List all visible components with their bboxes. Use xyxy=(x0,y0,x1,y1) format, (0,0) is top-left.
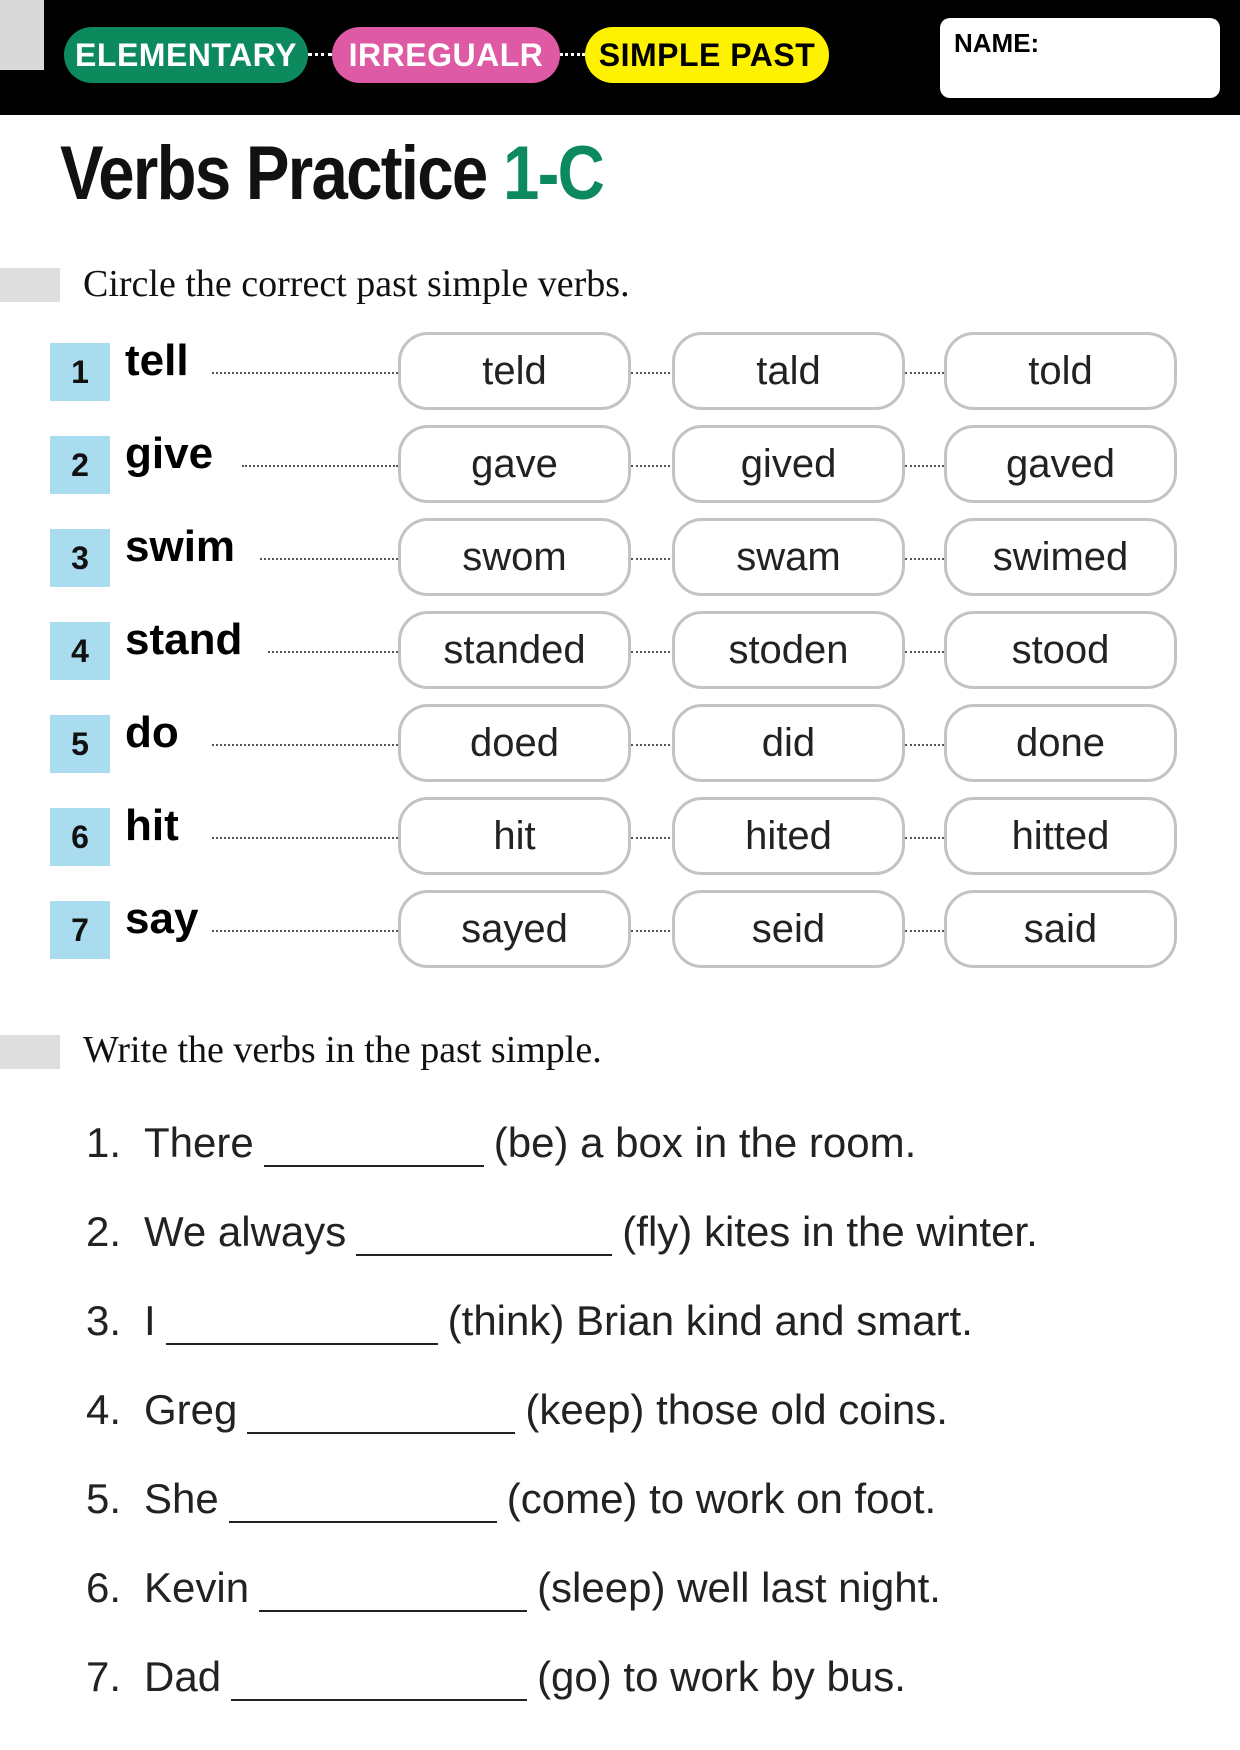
section-marker xyxy=(0,268,60,302)
verb-row xyxy=(0,795,1240,875)
answer-blank[interactable] xyxy=(231,1657,527,1701)
dotted-leader xyxy=(260,558,398,560)
page-title xyxy=(60,130,603,217)
row-number: 1 xyxy=(50,343,110,401)
option-3[interactable]: stood xyxy=(944,611,1177,689)
sentence-number: 6. xyxy=(86,1564,122,1611)
sentence-number: 2. xyxy=(86,1208,122,1255)
option-1[interactable]: sayed xyxy=(398,890,631,968)
option-1[interactable]: gave xyxy=(398,425,631,503)
tag-connector xyxy=(560,53,585,56)
option-2[interactable]: gived xyxy=(672,425,905,503)
sentence-end: (sleep) well last night. xyxy=(537,1564,941,1611)
sentence xyxy=(86,1552,941,1612)
sentence-number: 4. xyxy=(86,1386,122,1433)
dotted-connector xyxy=(905,930,948,932)
header-bar xyxy=(0,0,1240,115)
dotted-connector xyxy=(905,744,948,746)
sentence xyxy=(86,1107,916,1167)
sentence-start: She xyxy=(144,1475,219,1522)
answer-blank[interactable] xyxy=(166,1301,438,1345)
answer-blank[interactable] xyxy=(247,1390,515,1434)
option-1[interactable]: standed xyxy=(398,611,631,689)
option-2[interactable]: did xyxy=(672,704,905,782)
section2-instruction: Write the verbs in the past simple. xyxy=(83,1029,602,1071)
dotted-connector xyxy=(905,837,948,839)
option-1[interactable]: teld xyxy=(398,332,631,410)
dotted-connector xyxy=(631,930,674,932)
title-main: Verbs Practice xyxy=(60,131,487,216)
name-field[interactable] xyxy=(940,18,1220,98)
option-1[interactable]: swom xyxy=(398,518,631,596)
verb-row xyxy=(0,702,1240,782)
level-tag: ELEMENTARY xyxy=(64,27,308,83)
sentence-end: (come) to work on foot. xyxy=(506,1475,937,1522)
sentence-start: Kevin xyxy=(144,1564,250,1611)
dotted-connector xyxy=(905,651,948,653)
sentence xyxy=(86,1463,936,1523)
option-2[interactable]: swam xyxy=(672,518,905,596)
dotted-leader xyxy=(268,651,398,653)
base-verb: do xyxy=(125,708,179,757)
option-2[interactable]: seid xyxy=(672,890,905,968)
sentence-end: (think) Brian kind and smart. xyxy=(447,1297,973,1344)
verb-row xyxy=(0,330,1240,410)
option-3[interactable]: told xyxy=(944,332,1177,410)
option-1[interactable]: doed xyxy=(398,704,631,782)
option-1[interactable]: hit xyxy=(398,797,631,875)
section-marker xyxy=(0,1035,60,1069)
base-verb: hit xyxy=(125,801,179,850)
sentence-start: I xyxy=(144,1297,156,1344)
sentence xyxy=(86,1641,906,1701)
sentence-number: 7. xyxy=(86,1653,122,1700)
dotted-connector xyxy=(631,372,674,374)
verb-row xyxy=(0,516,1240,596)
option-3[interactable]: swimed xyxy=(944,518,1177,596)
verb-row xyxy=(0,423,1240,503)
dotted-connector xyxy=(631,744,674,746)
dotted-connector xyxy=(631,837,674,839)
sentence xyxy=(86,1196,1038,1256)
option-2[interactable]: tald xyxy=(672,332,905,410)
tense-tag: SIMPLE PAST xyxy=(585,27,829,83)
name-label: NAME: xyxy=(954,28,1040,58)
dotted-connector xyxy=(631,465,674,467)
answer-blank[interactable] xyxy=(229,1479,497,1523)
row-number: 3 xyxy=(50,529,110,587)
dotted-leader xyxy=(212,930,398,932)
dotted-leader xyxy=(212,372,398,374)
sentence-end: (be) a box in the room. xyxy=(493,1119,917,1166)
dotted-leader xyxy=(242,465,398,467)
row-number: 7 xyxy=(50,901,110,959)
option-2[interactable]: hited xyxy=(672,797,905,875)
dotted-leader xyxy=(212,837,398,839)
answer-blank[interactable] xyxy=(356,1212,612,1256)
section1-instruction: Circle the correct past simple verbs. xyxy=(83,263,630,305)
dotted-connector xyxy=(905,372,948,374)
tag-connector xyxy=(308,53,332,56)
sentence-start: Dad xyxy=(144,1653,222,1700)
sentence-start: Greg xyxy=(144,1386,238,1433)
option-3[interactable]: said xyxy=(944,890,1177,968)
option-3[interactable]: done xyxy=(944,704,1177,782)
option-3[interactable]: hitted xyxy=(944,797,1177,875)
row-number: 6 xyxy=(50,808,110,866)
row-number: 4 xyxy=(50,622,110,680)
dotted-connector xyxy=(905,558,948,560)
sentence-number: 1. xyxy=(86,1119,122,1166)
row-number: 5 xyxy=(50,715,110,773)
base-verb: stand xyxy=(125,615,243,664)
sentence-end: (go) to work by bus. xyxy=(537,1653,906,1700)
answer-blank[interactable] xyxy=(264,1123,484,1167)
corner-tab xyxy=(0,0,44,70)
sentence-end: (fly) kites in the winter. xyxy=(622,1208,1038,1255)
row-number: 2 xyxy=(50,436,110,494)
dotted-connector xyxy=(905,465,948,467)
base-verb: tell xyxy=(125,336,189,385)
sentence-number: 3. xyxy=(86,1297,122,1344)
sentence-end: (keep) those old coins. xyxy=(525,1386,948,1433)
answer-blank[interactable] xyxy=(259,1568,527,1612)
verb-row xyxy=(0,609,1240,689)
sentence xyxy=(86,1374,948,1434)
dotted-connector xyxy=(631,651,674,653)
sentence-start: We always xyxy=(144,1208,347,1255)
option-3[interactable]: gaved xyxy=(944,425,1177,503)
sentence xyxy=(86,1285,973,1345)
category-tag: IRREGUALR xyxy=(332,27,560,83)
sentence-start: There xyxy=(144,1119,254,1166)
base-verb: say xyxy=(125,894,199,943)
option-2[interactable]: stoden xyxy=(672,611,905,689)
sentence-number: 5. xyxy=(86,1475,122,1522)
dotted-connector xyxy=(631,558,674,560)
base-verb: swim xyxy=(125,522,236,571)
verb-row xyxy=(0,888,1240,968)
base-verb: give xyxy=(125,429,214,478)
dotted-leader xyxy=(212,744,398,746)
title-code: 1-C xyxy=(502,131,604,216)
